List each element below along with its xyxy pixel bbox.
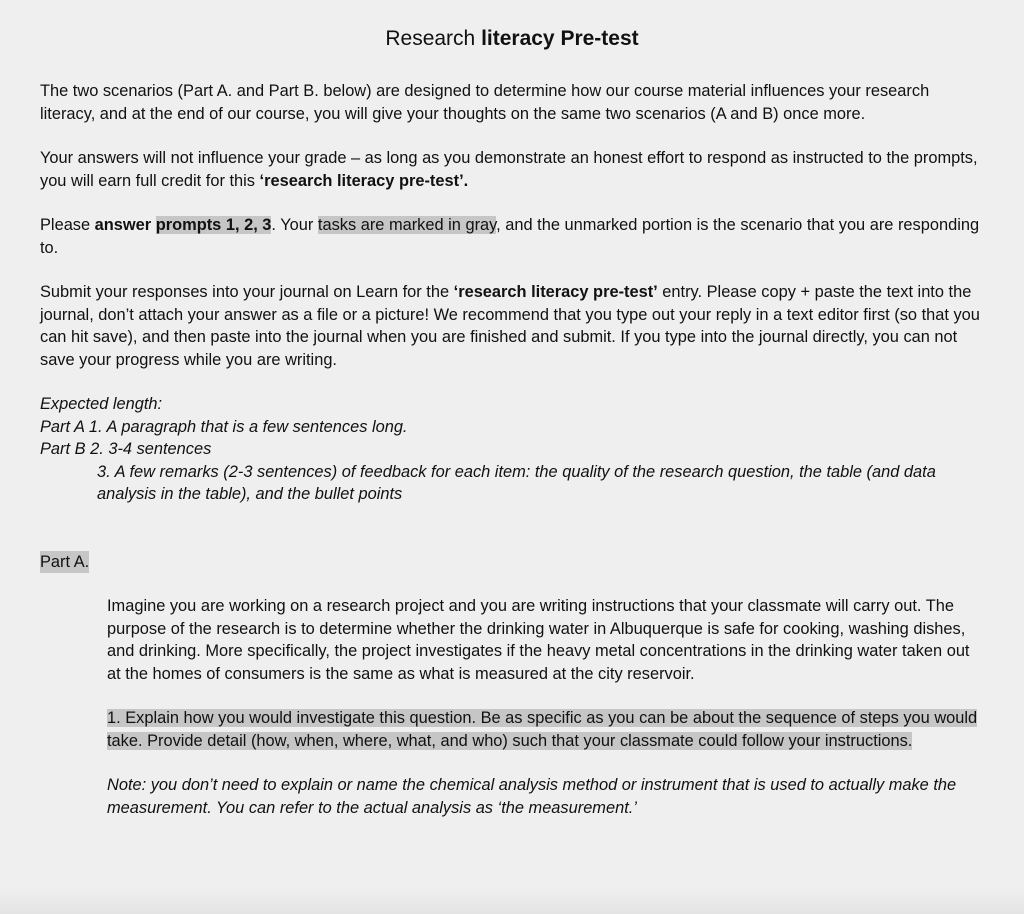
expected-line-3: 3. A few remarks (2-3 sentences) of feedback for each item: the quality of the research question, the table (and data analysis in the table), and the bullet points: [97, 462, 936, 503]
part-a-label: Part A.: [40, 551, 89, 574]
part-a-task-wrap: [107, 707, 984, 752]
p3-answer: answer: [94, 216, 152, 234]
expected-length: [40, 393, 984, 506]
p4-text-c: entry. Please copy + paste the text into the journal, don’t attach your answer as a file or a picture! We recommend that you type out your reply in a text editor first (so that you can hit save), and then paste into the journal when you are finished and submit. If you type into the journal directly, you can not save your progress while you are writing.: [40, 283, 980, 369]
expected-line-2: Part B 2. 3-4 sentences: [40, 440, 212, 458]
p3-gray-highlight: tasks are marked in gray: [317, 216, 497, 234]
p3-text-d: . Your: [271, 216, 318, 234]
expected-line-1: Part A 1. A paragraph that is a few sentences long.: [40, 417, 408, 436]
part-a-note: Note: you don’t need to explain or name the chemical analysis method or instrument that is used to actually make the measurement. You can refer to the actual analysis as ‘the measurement.’: [107, 776, 957, 817]
page-bottom-edge: [0, 888, 1024, 914]
intro-paragraph-1: The two scenarios (Part A. and Part B. below) are designed to determine how our course material influences your research literacy, and at the end of our course, you will give your thoughts on the same two scenarios (A and B) once more.: [40, 82, 930, 123]
title-regular: Research: [385, 27, 482, 50]
p4-bold: ‘research literacy pre-test’: [453, 283, 658, 301]
part-a-scenario: Imagine you are working on a research project and you are writing instructions that your classmate will carry out. The purpose of the research is to determine whether the drinking water in Albuquerque is safe for cooking, washing dishes, and drinking. More specifically, the project investigates if the heavy metal concentrations in the drinking water taken out at the homes of consumers is the same as what is measured at the city reservoir.: [107, 597, 970, 683]
intro-paragraph-2: [40, 147, 984, 192]
part-a-content: [40, 595, 984, 819]
intro-paragraph-3: [40, 214, 984, 259]
title-bold: literacy Pre-test: [481, 27, 639, 50]
p4-text-a: Submit your responses into your journal on Learn for the: [40, 283, 454, 301]
p2-text: Your answers will not influence your grade – as long as you demonstrate an honest effort to respond as instructed to the prompts, you will earn full credit for this: [40, 149, 978, 190]
p3-text-a: Please: [40, 216, 95, 234]
p3-text-f: , and the unmarked portion is the scenario that you are responding to.: [40, 216, 980, 257]
part-a-task: 1. Explain how you would investigate this question. Be as specific as you can be about the sequence of steps you would take. Provide detail (how, when, where, what, and who) such that your classmate could follow your instructions.: [107, 709, 978, 750]
p2-bold: ‘research literacy pre-test’.: [259, 171, 469, 190]
expected-heading: Expected length:: [40, 395, 163, 413]
p3-prompts-highlight: prompts 1, 2, 3: [155, 216, 272, 234]
intro-paragraph-4: [40, 281, 984, 371]
page-title: [40, 26, 984, 52]
